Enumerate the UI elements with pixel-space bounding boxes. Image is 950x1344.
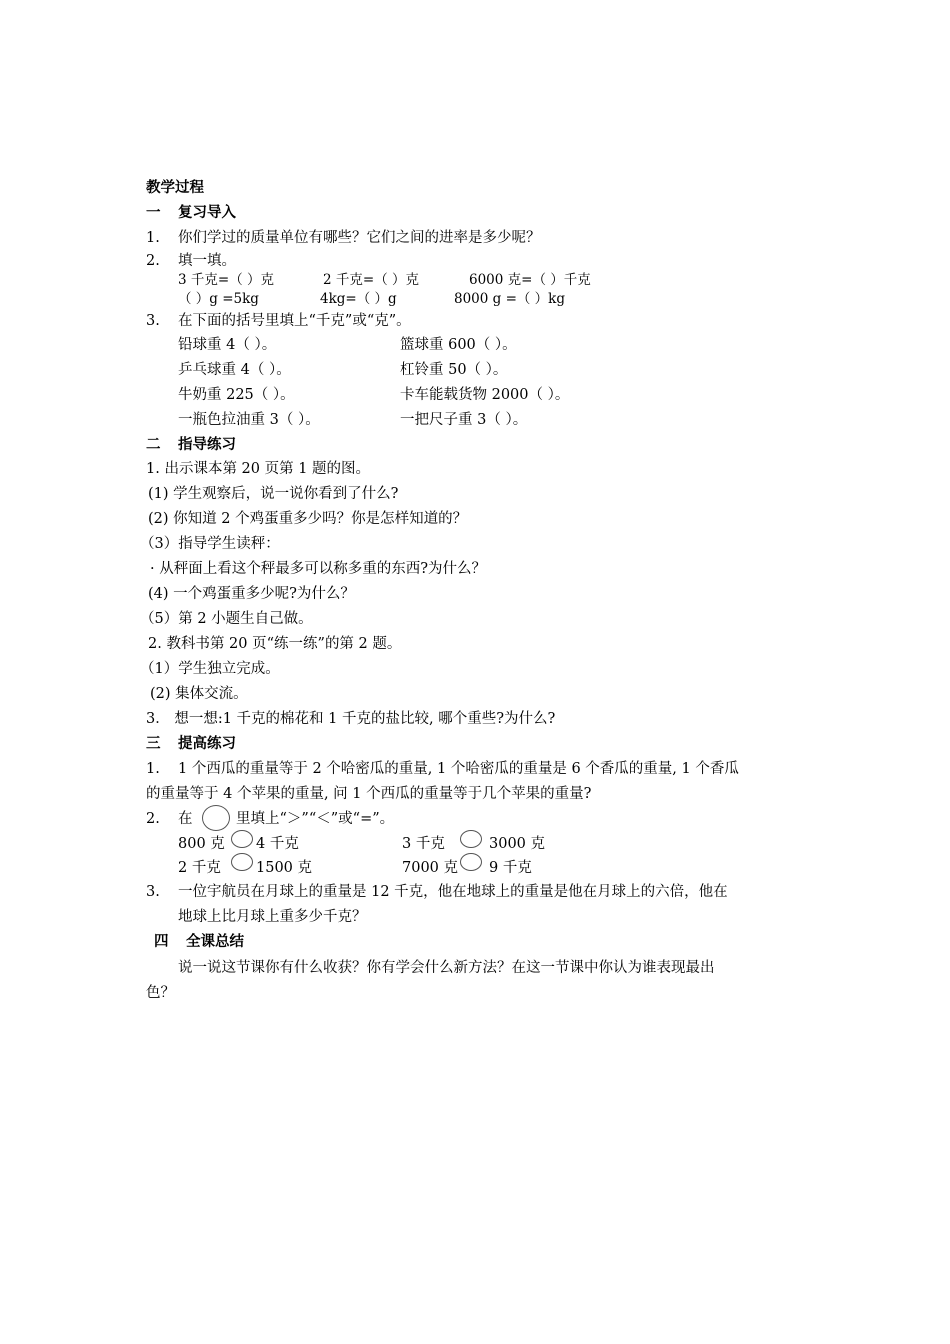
- s3-q3-number: 3.: [146, 884, 160, 900]
- s2-line: （5）第 2 小题生自己做。: [140, 611, 313, 627]
- s3-q2-right-value: 4 千克: [256, 836, 299, 852]
- s1-q3-text: 在下面的括号里填上“千克”或“克”。: [178, 313, 411, 329]
- section-2-number: 二: [146, 436, 161, 453]
- s1-q2-r1-c: 6000 克=（ ）千克: [469, 272, 591, 288]
- s3-q3-line1: 一位宇航员在月球上的重量是 12 千克，他在地球上的重量是他在月球上的六倍，他在: [178, 884, 728, 900]
- s2-line: （3）指导学生读秤：: [140, 536, 280, 552]
- s1-q2-r2-c: 8000 g =（ ）kg: [454, 291, 566, 307]
- answer-circle-icon: [202, 805, 230, 831]
- section-4-title: 全课总结: [186, 933, 244, 950]
- s3-q2-right-value: 3000 克: [489, 836, 546, 852]
- s1-q3-number: 3.: [146, 313, 160, 329]
- s3-q1-number: 1.: [146, 761, 160, 777]
- s1-q2-r1-a: 3 千克=（ ）克: [178, 272, 274, 288]
- s1-q3-item: 牛奶重 225（ ）。: [178, 387, 295, 403]
- s1-q2-number: 2.: [146, 253, 160, 269]
- s2-line: (1) 学生观察后，说一说你看到了什么?: [148, 486, 399, 502]
- s1-q3-item: 杠铃重 50（ ）。: [400, 362, 508, 378]
- s3-q1-line1: 1 个西瓜的重量等于 2 个哈密瓜的重量, 1 个哈密瓜的重量是 6 个香瓜的重量, 1 个香瓜: [178, 761, 739, 777]
- s1-q3-item: 篮球重 600（ ）。: [400, 337, 517, 353]
- s1-q1-text: 你们学过的质量单位有哪些？它们之间的进率是多少呢？: [178, 230, 541, 246]
- s3-q2-right-value: 9 千克: [489, 860, 532, 876]
- s3-q2-after: 里填上“＞”“＜”或“=”。: [236, 811, 395, 827]
- s1-q3-item: 一瓶色拉油重 3（ ）。: [178, 412, 320, 428]
- s1-q3-item: 一把尺子重 3（ ）。: [400, 412, 528, 428]
- section-3-title: 提高练习: [178, 735, 236, 752]
- section-3-number: 三: [146, 735, 161, 752]
- s3-q1-line2: 的重量等于 4 个苹果的重量, 问 1 个西瓜的重量等于几个苹果的重量?: [146, 786, 592, 802]
- s2-line: · 从秤面上看这个秤最多可以称多重的东西?为什么？: [150, 561, 486, 577]
- s1-q3-item: 铅球重 4（ ）。: [178, 337, 277, 353]
- s3-q3-line2: 地球上比月球上重多少千克？: [178, 909, 367, 925]
- s2-line: (4) 一个鸡蛋重多少呢?为什么？: [148, 586, 355, 602]
- s4-line2: 色？: [146, 985, 175, 1001]
- s1-q3-item: 乒乓球重 4（ ）。: [178, 362, 291, 378]
- s4-line1: 说一说这节课你有什么收获？你有学会什么新方法？在这一节课中你认为谁表现最出: [178, 960, 715, 976]
- compare-circle-icon[interactable]: [460, 830, 482, 848]
- section-2-title: 指导练习: [178, 436, 236, 453]
- section-1-number: 一: [146, 204, 161, 221]
- s2-line: 1. 出示课本第 20 页第 1 题的图。: [146, 461, 371, 477]
- compare-circle-icon[interactable]: [231, 853, 253, 871]
- s3-q2-left-value: 800 克: [178, 836, 225, 852]
- s2-line: (2) 集体交流。: [150, 686, 248, 702]
- s2-line: （1）学生独立完成。: [140, 661, 280, 677]
- compare-circle-icon[interactable]: [460, 853, 482, 871]
- s3-q2-before: 在: [178, 811, 193, 827]
- compare-circle-icon[interactable]: [231, 830, 253, 848]
- doc-title: 教学过程: [146, 179, 204, 196]
- s1-q3-item: 卡车能载货物 2000（ ）。: [400, 387, 570, 403]
- section-1-title: 复习导入: [178, 204, 236, 221]
- s3-q2-right-value: 1500 克: [256, 860, 313, 876]
- s3-q2-left-value: 7000 克: [402, 860, 459, 876]
- s1-q2-r2-b: 4kg=（ ）g: [320, 291, 397, 307]
- s3-q2-left-value: 3 千克: [402, 836, 445, 852]
- s3-q2-number: 2.: [146, 811, 160, 827]
- s3-q2-left-value: 2 千克: [178, 860, 221, 876]
- s1-q2-text: 填一填。: [178, 253, 236, 269]
- s1-q1-number: 1.: [146, 230, 160, 246]
- section-4-number: 四: [154, 933, 169, 950]
- s2-line: 3． 想一想:1 千克的棉花和 1 千克的盐比较, 哪个重些?为什么?: [146, 711, 556, 727]
- s2-line: 2. 教科书第 20 页“练一练”的第 2 题。: [148, 636, 402, 652]
- s1-q2-r2-a: （ ）g =5kg: [178, 291, 259, 307]
- s1-q2-r1-b: 2 千克=（ ）克: [323, 272, 419, 288]
- s2-line: (2) 你知道 2 个鸡蛋重多少吗？你是怎样知道的？: [148, 511, 468, 527]
